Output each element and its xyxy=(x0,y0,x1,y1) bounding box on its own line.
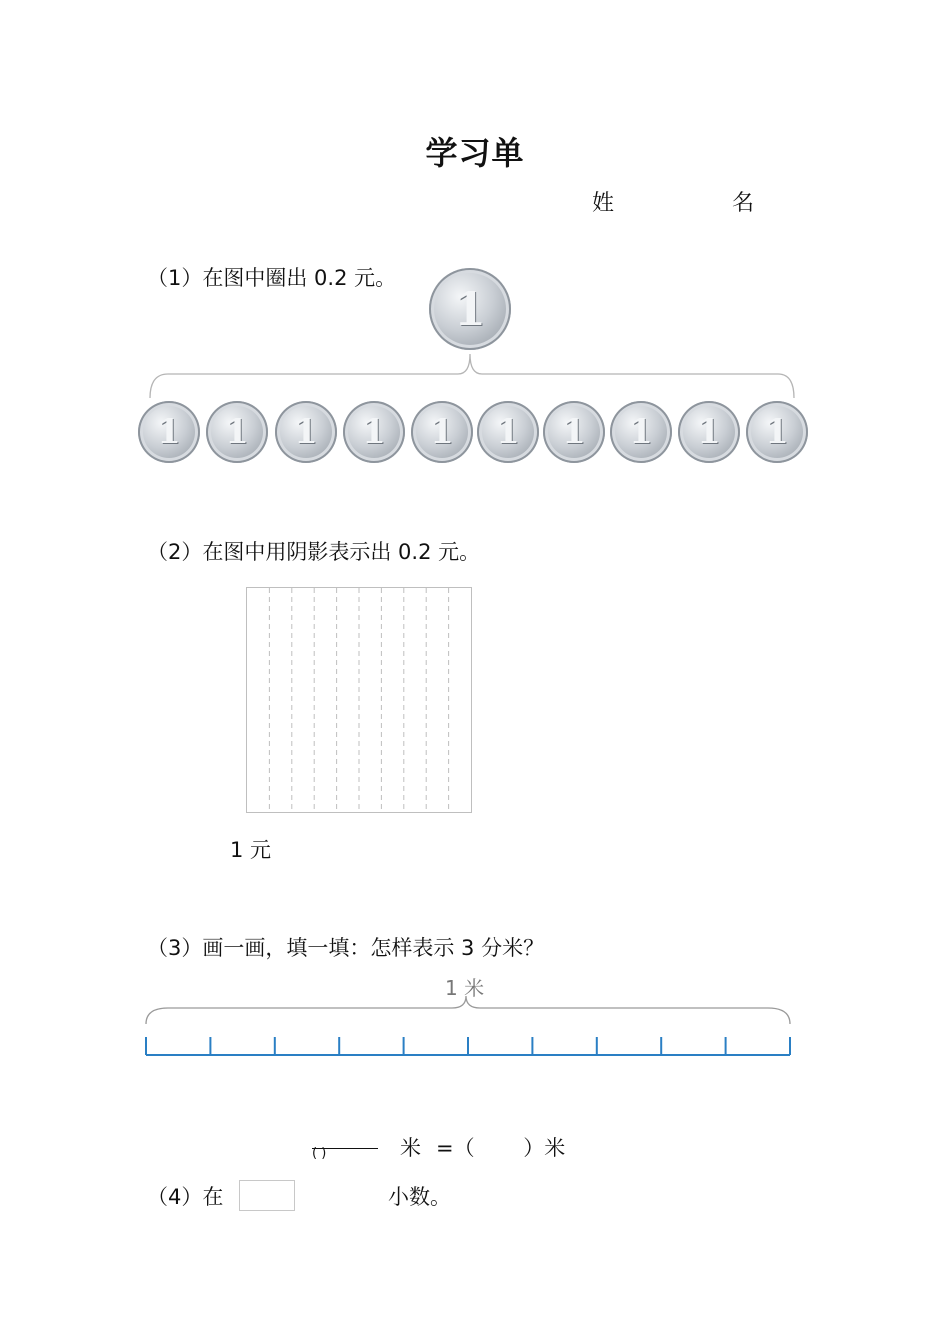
grid-unit-label: 1 元 xyxy=(230,838,272,862)
small-coin-numeral: 1 xyxy=(496,412,520,452)
small-coin-numeral: 1 xyxy=(225,412,249,452)
shading-grid[interactable] xyxy=(246,587,472,813)
q1-brace xyxy=(140,350,810,400)
equation-right[interactable]: =（ ）米 xyxy=(436,1136,566,1160)
question-4-suffix: 小数。 xyxy=(388,1185,451,1209)
question-1-text: （1）在图中圈出 0.2 元。 xyxy=(147,266,397,290)
meter-ruler[interactable] xyxy=(140,1030,800,1062)
small-coin-numeral: 1 xyxy=(294,412,318,452)
answer-box[interactable] xyxy=(239,1180,295,1211)
small-coin-7[interactable] xyxy=(543,401,605,463)
meter-brace-label: 1 米 xyxy=(445,976,485,1000)
small-coin-numeral: 1 xyxy=(562,412,586,452)
small-coin-numeral: 1 xyxy=(629,412,653,452)
grid-column-lines xyxy=(247,588,471,812)
meter-brace xyxy=(140,994,800,1028)
fraction-denominator-blank[interactable]: ( ) xyxy=(312,1146,327,1161)
small-coin-6[interactable] xyxy=(477,401,539,463)
question-3-text: （3）画一画，填一填：怎样表示 3 分米？ xyxy=(147,936,545,960)
small-coin-numeral: 1 xyxy=(697,412,721,452)
coin-numeral: 1 xyxy=(453,282,486,336)
small-coin-3[interactable] xyxy=(275,401,337,463)
small-coin-10[interactable] xyxy=(746,401,808,463)
big-coin-image xyxy=(429,268,511,350)
small-coin-5[interactable] xyxy=(411,401,473,463)
question-2-text: （2）在图中用阴影表示出 0.2 元。 xyxy=(147,540,481,564)
small-coin-numeral: 1 xyxy=(430,412,454,452)
small-coin-4[interactable] xyxy=(343,401,405,463)
page-title: 学习单 xyxy=(425,134,525,172)
question-4-prefix: （4）在 xyxy=(147,1185,224,1209)
small-coin-9[interactable] xyxy=(678,401,740,463)
name-label-ming: 名 xyxy=(732,191,755,216)
small-coin-2[interactable] xyxy=(206,401,268,463)
small-coin-8[interactable] xyxy=(610,401,672,463)
small-coin-numeral: 1 xyxy=(157,412,181,452)
small-coin-numeral: 1 xyxy=(362,412,386,452)
name-label-xing: 姓 xyxy=(592,191,615,216)
small-coin-1[interactable] xyxy=(138,401,200,463)
small-coin-numeral: 1 xyxy=(765,412,789,452)
equation-left-unit: 米 xyxy=(400,1136,421,1160)
